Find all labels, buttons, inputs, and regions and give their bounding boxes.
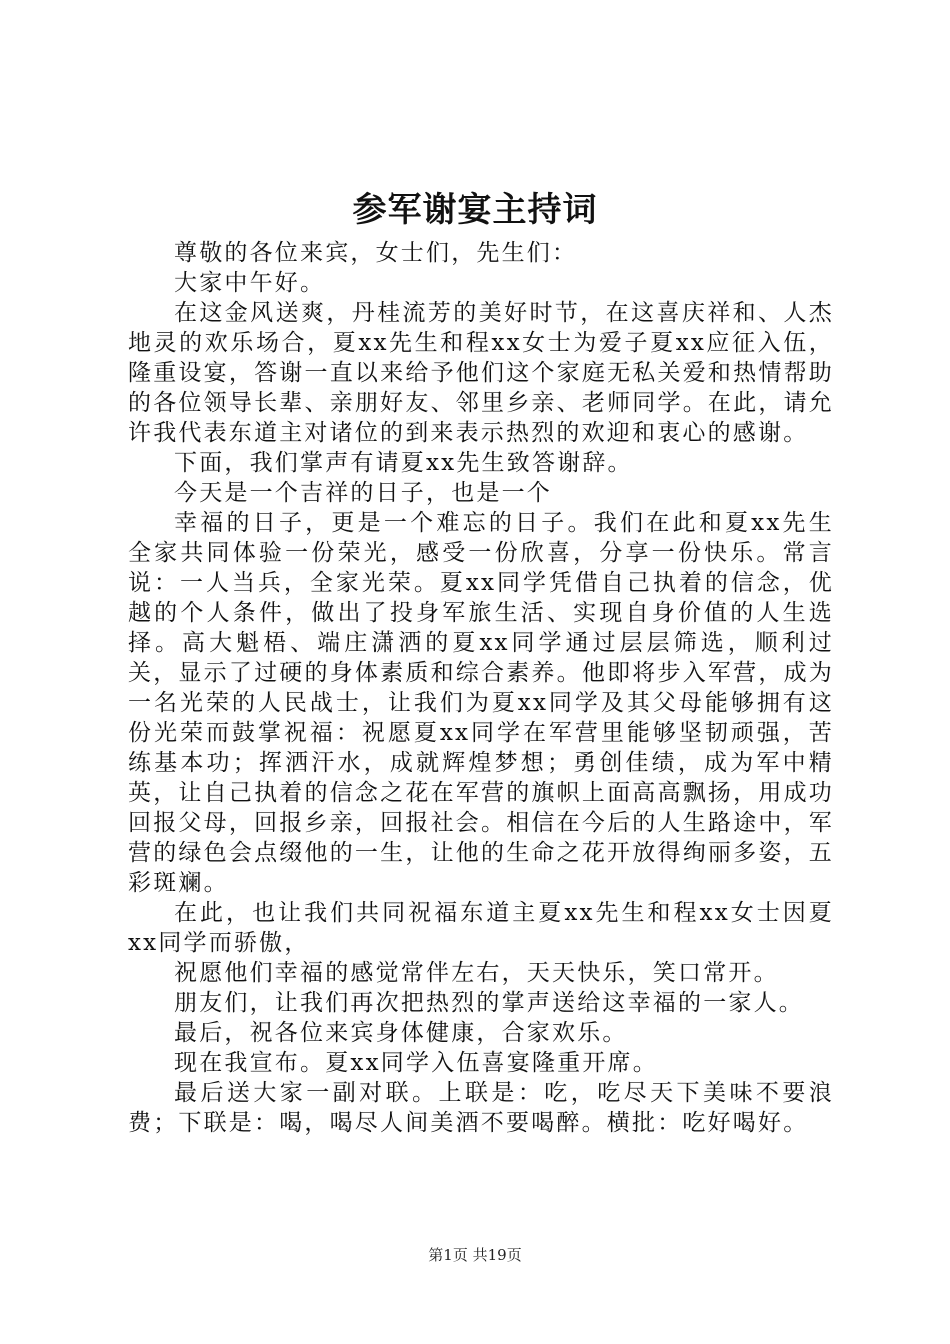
page-number: 第1页 共19页 <box>428 1246 522 1264</box>
document-body <box>128 238 834 1138</box>
paragraph-announce: 现在我宣布。夏xx同学入伍喜宴隆重开席。 <box>174 1050 658 1076</box>
paragraph-good-noon: 大家中午好。 <box>174 270 326 296</box>
paragraph-host-pride: 在此，也让我们共同祝福东道主夏xx先生和程xx女士因夏xx同学而骄傲， <box>128 900 834 956</box>
paragraph-invite-speech: 下面，我们掌声有请夏xx先生致答谢辞。 <box>174 450 633 476</box>
paragraph-auspicious-day: 今天是一个吉祥的日子，也是一个 <box>174 480 552 506</box>
paragraph-occasion: 在这金风送爽，丹桂流芳的美好时节，在这喜庆祥和、人杰地灵的欢乐场合，夏xx先生和程xx女士为爱子夏xx应征入伍，隆重设宴，答谢一直以来给予他们这个家庭无私关爱和热情帮助的各位领导长辈、亲朋好友、邻里乡亲、老师同学。在此，请允许我代表东道主对诸位的到来表示热烈的欢迎和衷心的感谢。 <box>128 300 834 446</box>
paragraph-wishes: 祝愿他们幸福的感觉常伴左右，天天快乐，笑口常开。 <box>174 960 779 986</box>
paragraph-greeting: 尊敬的各位来宾，女士们，先生们： <box>174 240 578 266</box>
paragraph-applause: 朋友们，让我们再次把热烈的掌声送给这幸福的一家人。 <box>174 990 804 1016</box>
paragraph-blessing: 幸福的日子，更是一个难忘的日子。我们在此和夏xx先生全家共同体验一份荣光，感受一份欣喜，分享一份快乐。常言说：一人当兵，全家光荣。夏xx同学凭借自己执着的信念，优越的个人条件，做出了投身军旅生活、实现自身价值的人生选择。高大魁梧、端庄潇洒的夏xx同学通过层层筛选，顺利过关，显示了过硬的身体素质和综合素养。他即将步入军营，成为一名光荣的人民战士，让我们为夏xx同学及其父母能够拥有这份光荣而鼓掌祝福：祝愿夏xx同学在军营里能够坚韧顽强，苦练基本功；挥洒汗水，成就辉煌梦想；勇创佳绩，成为军中精英，让自己执着的信念之花在军营的旗帜上面高高飘扬，用成功回报父母，回报乡亲，回报社会。相信在今后的人生路途中，军营的绿色会点缀他的一生，让他的生命之花开放得绚丽多姿，五彩斑斓。 <box>128 510 834 896</box>
paragraph-health: 最后，祝各位来宾身体健康，合家欢乐。 <box>174 1020 628 1046</box>
document-title: 参军谢宴主持词 <box>352 190 598 230</box>
paragraph-couplet: 最后送大家一副对联。上联是：吃，吃尽天下美味不要浪费；下联是：喝，喝尽人间美酒不要喝醉。横批：吃好喝好。 <box>128 1080 834 1136</box>
